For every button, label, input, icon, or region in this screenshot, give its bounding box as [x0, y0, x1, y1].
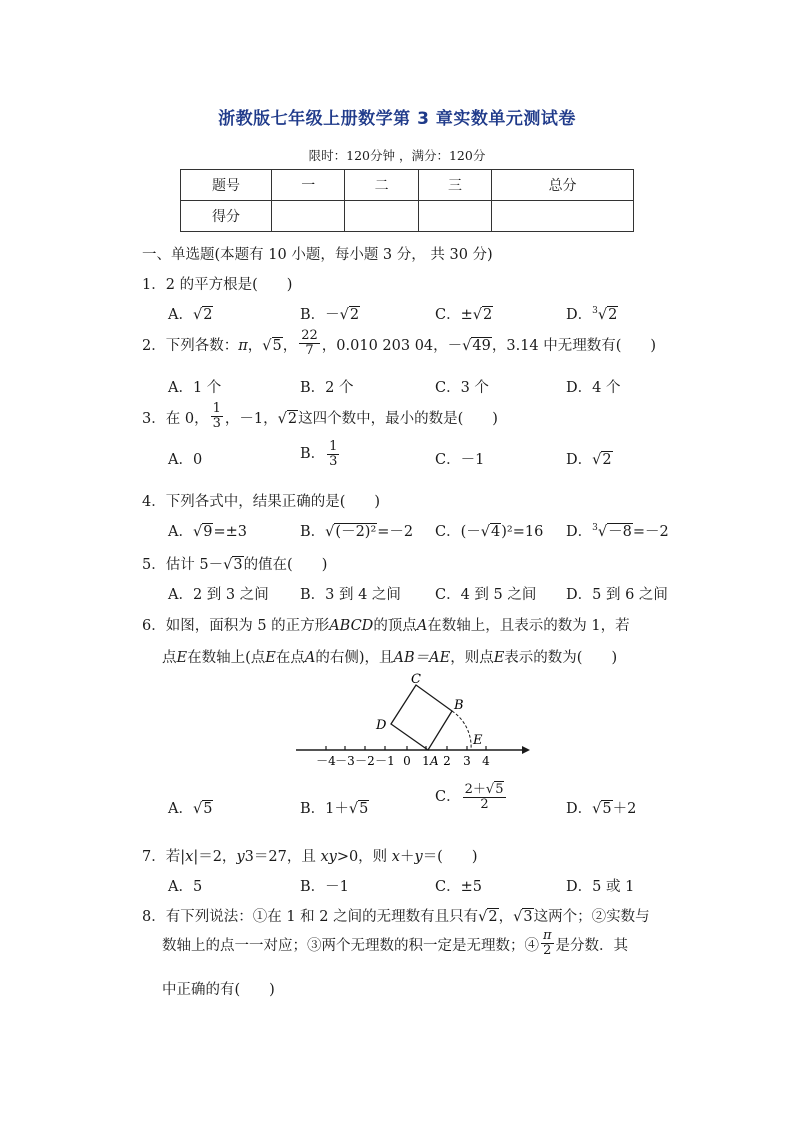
- score-row-label: 得分: [181, 201, 272, 232]
- option-d: D．5 到 6 之间: [566, 587, 668, 603]
- option-d: D．$^3$√2: [566, 306, 618, 323]
- option-a: A．5: [168, 879, 203, 895]
- tick-label: －2: [355, 754, 375, 768]
- option-d: D．√5＋2: [566, 801, 637, 817]
- option-a: A．√5: [168, 801, 213, 817]
- option-d: D．5 或 1: [566, 879, 635, 895]
- score-header-cell: 二: [345, 170, 418, 201]
- option-c: C．±5: [435, 879, 482, 895]
- option-b: B．1＋√5: [300, 801, 369, 817]
- score-header-cell: 题号: [181, 170, 272, 201]
- exam-subtitle: 限时：120分钟 ，满分：120分: [308, 148, 486, 163]
- option-c: C．3 个: [435, 380, 489, 396]
- question-8-line-3: 中正确的有( ): [162, 982, 275, 998]
- score-header-cell: 三: [418, 170, 491, 201]
- axis-arrow: [522, 746, 530, 754]
- label-c: C: [411, 672, 421, 687]
- number-line-figure: [290, 668, 540, 774]
- label-d: D: [376, 718, 387, 733]
- score-cell: [272, 201, 345, 232]
- option-b: B．3 到 4 之间: [300, 587, 401, 603]
- question-7: 7．若|x|＝2，y3＝27，且 xy>0，则 x＋y＝( ): [142, 849, 478, 865]
- option-a: A．0: [168, 452, 203, 468]
- option-d: D．$^3$√－8=－2: [566, 523, 669, 540]
- tick-label: －4: [316, 754, 336, 768]
- option-d: D．4 个: [566, 380, 621, 396]
- square-abcd: [391, 685, 452, 750]
- tick-label: 4: [482, 754, 490, 768]
- option-b: B．－√2: [300, 307, 360, 323]
- score-header-cell: 总分: [492, 170, 634, 201]
- arc-be: [452, 711, 471, 750]
- tick-label: －3: [335, 754, 355, 768]
- score-header-cell: 一: [272, 170, 345, 201]
- label-b: B: [454, 698, 464, 713]
- score-table: [180, 169, 634, 232]
- option-a: A．√2: [168, 307, 213, 323]
- score-table-header-row: [181, 170, 634, 201]
- exam-title: 浙教版七年级上册数学第 3 章实数单元测试卷: [218, 109, 576, 129]
- label-e: E: [473, 733, 483, 748]
- section-heading: 一、单选题(本题有 10 小题，每小题 3 分， 共 30 分): [142, 247, 493, 263]
- tick-label: －1: [375, 754, 395, 768]
- score-cell: [345, 201, 418, 232]
- option-c: C．－1: [435, 452, 485, 468]
- option-a: A．√9=±3: [168, 524, 247, 540]
- question-3: 3．在 0， $\frac{1}{3}$ ，－1，√2这四个数中，最小的数是( ): [142, 400, 498, 431]
- tick-label: 0: [403, 754, 411, 768]
- option-b: B． $\frac{1}{3}$: [300, 439, 338, 469]
- option-a: A．1 个: [168, 380, 222, 396]
- tick-label: 1: [422, 754, 430, 768]
- score-table-score-row: [181, 201, 634, 232]
- option-b: B．－1: [300, 879, 349, 895]
- option-c: C．(－√4)²=16: [435, 524, 544, 540]
- option-b: B．2 个: [300, 380, 354, 396]
- question-4: 4．下列各式中，结果正确的是( ): [142, 494, 381, 510]
- question-5: 5．估计 5－√3的值在( ): [142, 557, 328, 573]
- option-a: A．2 到 3 之间: [168, 587, 269, 603]
- option-d: D．√2: [566, 452, 612, 468]
- tick-label: 3: [463, 754, 471, 768]
- option-c: C． $\frac{2+√5}{2}$: [435, 783, 508, 811]
- question-8-line-2: 数轴上的点一一对应；③两个无理数的积一定是无理数；④ $\frac{\pi}{2}$ 是分数．其: [162, 927, 629, 958]
- question-2: 2．下列各数：π，√5， $\frac{22}{7}$ ，0.010 203 04，－√49，3.14 中无理数有( ): [142, 327, 657, 358]
- option-c: C．4 到 5 之间: [435, 587, 537, 603]
- question-6-line-2: 点E在数轴上(点E在点A的右侧)，且AB＝AE，则点E表示的数为( ): [162, 650, 618, 666]
- question-6-line-1: 6．如图，面积为 5 的正方形ABCD的顶点A在数轴上，且表示的数为 1，若: [142, 618, 630, 634]
- label-a: A: [430, 754, 439, 768]
- score-cell: [418, 201, 491, 232]
- axis-tick-labels: [316, 754, 490, 768]
- question-8-line-1: 8．有下列说法：①在 1 和 2 之间的无理数有且只有√2，√3这两个；②实数与: [142, 909, 650, 925]
- option-c: C．±√2: [435, 307, 493, 323]
- tick-label: 2: [443, 754, 451, 768]
- question-1: 1．2 的平方根是( ): [142, 277, 293, 293]
- score-cell: [492, 201, 634, 232]
- option-b: B．√(－2)²=－2: [300, 524, 414, 540]
